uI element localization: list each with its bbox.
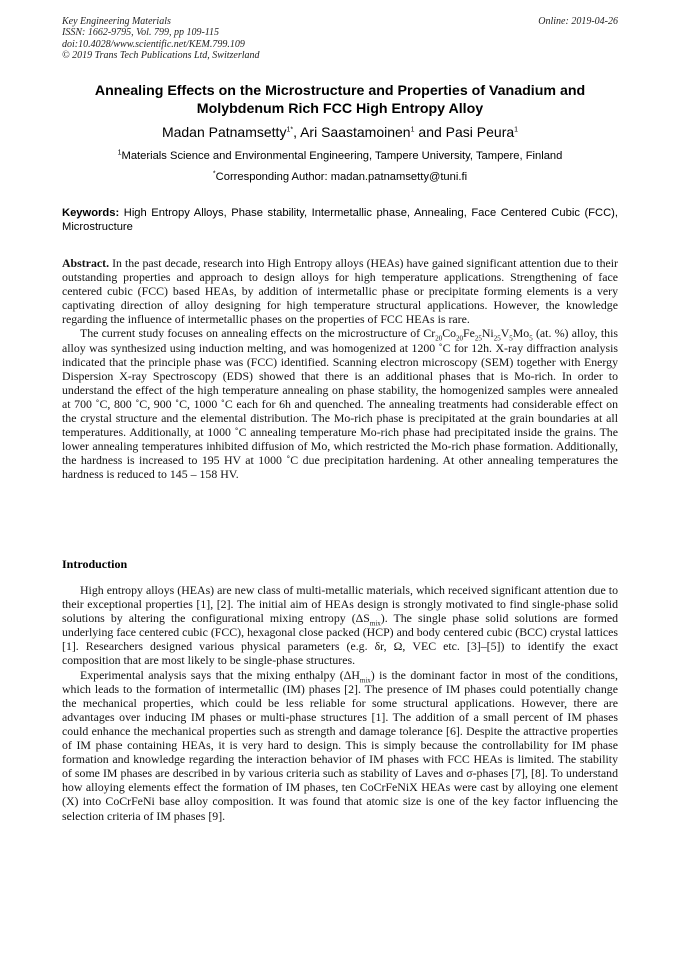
- journal-doi: doi:10.4028/www.scientific.net/KEM.799.109: [62, 38, 245, 50]
- author-affiliation-mark: 1: [410, 126, 415, 134]
- header-left: [62, 16, 618, 61]
- journal-name: Key Engineering Materials: [62, 16, 171, 27]
- author-name: Pasi Peura: [445, 124, 515, 140]
- paragraph-text: ) is the dominant factor in most of the conditions, which leads to the formation of intermetallic (IM) phases [2]. The presence of IM phases could potentially change the mechanical properties, which could be less reliable for some structural applications. However, there are advantages over inducing IM phases or multi-phase structures [1]. The addition of a small percent of IM phases could enhance the mechanical properties such as strength and damage tolerance [6]. Despite the attractive properties of IM phase containing HEAs, it is very hard to design. This is simply because the controllability for IM phase formation and knowledge regarding the interaction behavior of IM phases with FCC HEAs is limited. The stability of some IM phases are described in by various criteria such as stability of Laves and σ-phases [7], [8]. To understand how alloying elements effect the formation of IM phases, ten CoCrFeNiX HEAs were cast by alloying one element (X) into CoCrFeNi base alloy composition. It was found that atomic size is one of the key factor influencing the selection criteria of IM phases [9].: [62, 667, 618, 823]
- corresponding-author: [62, 170, 618, 184]
- element-symbol: Cr: [423, 326, 436, 341]
- element-symbol: Ni: [481, 326, 494, 341]
- author-affiliation-mark: 1*: [286, 126, 294, 134]
- author-name: Madan Patnamsetty: [161, 124, 287, 140]
- keywords-label: Keywords:: [62, 207, 120, 219]
- element-fraction: 25: [474, 334, 482, 343]
- abstract-text: (at. %) alloy, this alloy was synthesized using induction melting, and was homogenized at 1200 ˚C for 12h. X-ray diffraction analysis indicated that the principle phase was (FCC) identified. Scanning electron microscopy (SEM) together with Energy Dispersion X-ray Spectroscopy (EDS) showed that there is an additional phases that is Mo-rich. In order to understand the effect of the high temperature annealing on phase stability, the homogenized samples were annealed at 700 ˚C, 800 ˚C, 900 ˚C, 1000 ˚C each for 6h and quenched. The annealing treatments had considerable effect on the crystal structure and the elemental distribution. The Mo-rich phase is precipitated at the grain boundaries at all temperatures. Additionally, at 1000 ˚C annealing temperature Mo-rich phase had precipitated inside the grains. The lower annealing temperatures inhibited diffusion of Mo, which restricted the Mo-rich phase formation. Additionally, the hardness is increased to 195 HV at 1000 ˚C due precipitation hardening. At other annealing temperatures the hardness is reduced to 145 – 158 HV.: [62, 326, 618, 482]
- author-list: [62, 123, 618, 141]
- element-symbol: Co: [442, 326, 457, 341]
- journal-copyright: © 2019 Trans Tech Publications Ltd, Switzerland: [62, 49, 260, 61]
- author-affiliation-mark: 1: [514, 126, 519, 134]
- abstract-text: The current study focuses on annealing effects on the microstructure of: [80, 326, 424, 341]
- symbol-subscript: mix: [369, 619, 381, 628]
- element-fraction: 25: [493, 334, 501, 343]
- element-symbol: V: [500, 326, 510, 341]
- abstract-paragraph: [62, 326, 618, 481]
- symbol-subscript: mix: [359, 675, 371, 684]
- corresponding-text: Corresponding Author: madan.patnamsetty@tuni.fi: [215, 171, 468, 183]
- paper-title: Annealing Effects on the Microstructure and Properties of Vanadium and Molybdenum Rich FCC High Entropy Alloy: [94, 83, 586, 117]
- affiliation-mark: 1: [117, 149, 122, 157]
- paragraph-text: High entropy alloys (HEAs) are new class of multi-metallic materials, which received significant attention due to their exceptional properties [1], [2]. The initial aim of HEAs design is strongly motivated to find single-phase solid solutions by altering the configurational mixing entropy (ΔS: [62, 583, 618, 626]
- introduction-body: [62, 583, 618, 823]
- element-fraction: 5: [529, 334, 533, 343]
- element-fraction: 20: [435, 334, 443, 343]
- introduction-paragraph: [62, 583, 618, 668]
- online-date: Online: 2019-04-26: [538, 16, 618, 27]
- abstract-label: Abstract.: [62, 256, 110, 270]
- paragraph-text: ). The single phase solid solutions are formed underlying face centered cubic (FCC), hexagonal close packed (HCP) and body centered cubic (BCC) crystal lattices [1]. Researchers designed various physical parameters (e.g. δr, Ω, VEC etc. [3]–[5]) to identify the exact composition that are most likely to be single-phase structures.: [62, 611, 618, 668]
- journal-header: [62, 16, 618, 61]
- author-name: Ari Saastamoinen: [300, 124, 411, 140]
- alloy-formula: [423, 326, 533, 343]
- affiliation-text: Materials Science and Environmental Engineering, Tampere University, Tampere, Finland: [121, 150, 563, 162]
- keywords-text: High Entropy Alloys, Phase stability, Intermetallic phase, Annealing, Face Centered Cubic (FCC), Microstructure: [62, 207, 618, 234]
- section-heading-introduction: Introduction: [62, 557, 128, 571]
- element-symbol: Mo: [512, 326, 530, 341]
- abstract-text: In the past decade, research into High Entropy alloys (HEAs) have gained significant attention due to their outstanding properties and approach to design alloys for high temperature applications. Strengthening of face centered cubic (FCC) based HEAs, by addition of intermetallic phase or precipitate forming elements is a very captivating direction of alloy designing for high temperature structural applications. However, the knowledge regarding the influence of intermetallic phases on the properties of FCC HEAs is rare.: [62, 256, 618, 327]
- paragraph-text: Experimental analysis says that the mixing enthalpy (ΔH: [80, 667, 360, 682]
- element-fraction: 5: [509, 334, 513, 343]
- corresponding-mark: *: [212, 170, 216, 178]
- element-fraction: 20: [456, 334, 464, 343]
- keywords: [62, 206, 618, 235]
- abstract-paragraph: [62, 256, 618, 326]
- journal-issn: ISSN: 1662-9795, Vol. 799, pp 109-115: [62, 27, 220, 39]
- introduction-paragraph: [62, 668, 618, 823]
- abstract: [62, 256, 618, 482]
- element-symbol: Fe: [463, 326, 475, 341]
- affiliation: [62, 149, 618, 163]
- author-separator: and: [414, 124, 446, 140]
- author-separator: ,: [293, 124, 301, 140]
